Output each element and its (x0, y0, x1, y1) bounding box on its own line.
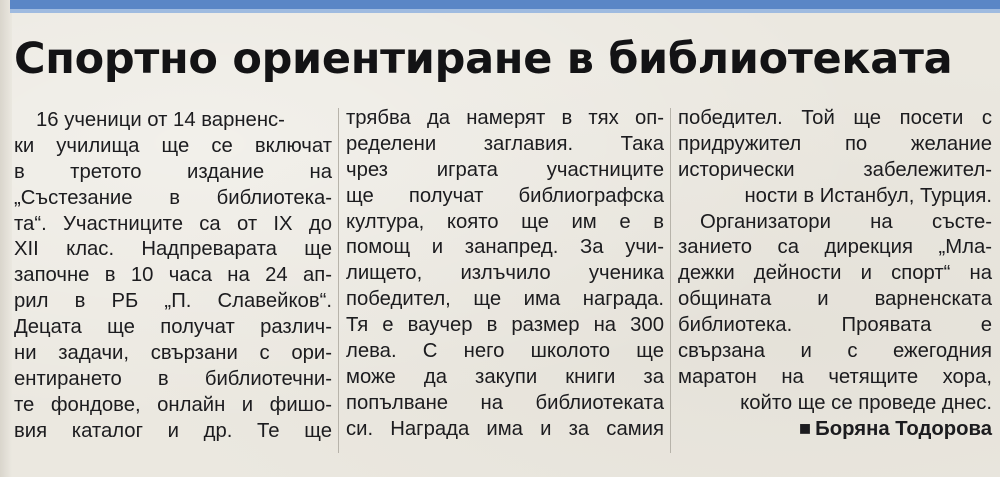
column-line: Тя е ваучер в размер на 300 (346, 314, 664, 337)
column-line: свързана и с ежегодния (678, 340, 992, 363)
column-line: вия каталог и др. Те ще (14, 419, 332, 442)
column-line: ни задачи, свързани с ори- (14, 342, 332, 365)
top-color-rule-light (10, 9, 1000, 13)
column-line: ности в Истанбул, Турция. (744, 184, 992, 207)
column-line: помощ и занапред. За учи- (346, 236, 664, 259)
column-divider (338, 108, 339, 453)
column-line: ще получат библиографска (346, 184, 664, 207)
column-line: попълване на библиотеката (346, 391, 664, 414)
byline-square-icon: ■ (798, 417, 812, 440)
column-line: исторически забележител- (678, 158, 992, 181)
column-line: може да закупи книги за (346, 365, 664, 388)
column-line: „Състезание в библиотека- (14, 186, 332, 209)
article-headline: Спортно ориентиране в библиотеката (14, 34, 953, 84)
column-line: ентирането в библиотечни- (14, 367, 332, 390)
column-line: те фондове, онлайн и фишо- (14, 393, 332, 416)
column-line: ределени заглавия. Така (346, 132, 664, 155)
column-line: трябва да намерят в тях оп- (346, 107, 664, 129)
column-line: XII клас. Надпреварата ще (14, 238, 332, 261)
article-column-3 (678, 106, 992, 443)
column-line: Децата ще получат различ- (14, 316, 332, 339)
column-line: започне в 10 часа на 24 ап- (14, 264, 332, 287)
column-line: дежки дейности и спорт“ на (678, 262, 992, 285)
column-line: занието са дирекция „Мла- (678, 236, 992, 259)
page-edge-shadow (0, 0, 12, 477)
byline-author: Боряна Тодорова (815, 417, 992, 440)
column-line: маратон на четящите хора, (678, 365, 992, 388)
column-line: в третото издание на (14, 160, 332, 183)
column-line: Организатори на състе- (700, 210, 992, 233)
column-line: си. Награда има и за самия (346, 417, 664, 440)
column-line: чрез играта участниците (346, 158, 664, 181)
column-line: победител, ще има награда. (346, 288, 664, 311)
article-column-2 (346, 106, 664, 443)
column-line: та“. Участниците са от IX до (14, 212, 332, 235)
column-line: лището, излъчило ученика (346, 262, 664, 285)
column-line: общината и варненската (678, 288, 992, 311)
column-line: който ще се проведе днес. (740, 391, 992, 414)
column-line: ки училища ще се включат (14, 134, 332, 157)
column-line: победител. Той ще посети с (678, 107, 992, 129)
byline (678, 417, 992, 443)
column-line: култура, която ще им е в (346, 210, 664, 233)
column-line: рил в РБ „П. Славейков“. (14, 290, 332, 313)
column-line: библиотека. Проявата е (678, 314, 992, 337)
top-color-rule (10, 0, 1000, 9)
column-divider (670, 108, 671, 453)
column-line: придружител по желание (678, 132, 992, 155)
article-column-1 (14, 108, 332, 445)
column-line: 16 ученици от 14 варненс- (36, 109, 285, 131)
column-line: лева. С него школото ще (346, 340, 664, 363)
